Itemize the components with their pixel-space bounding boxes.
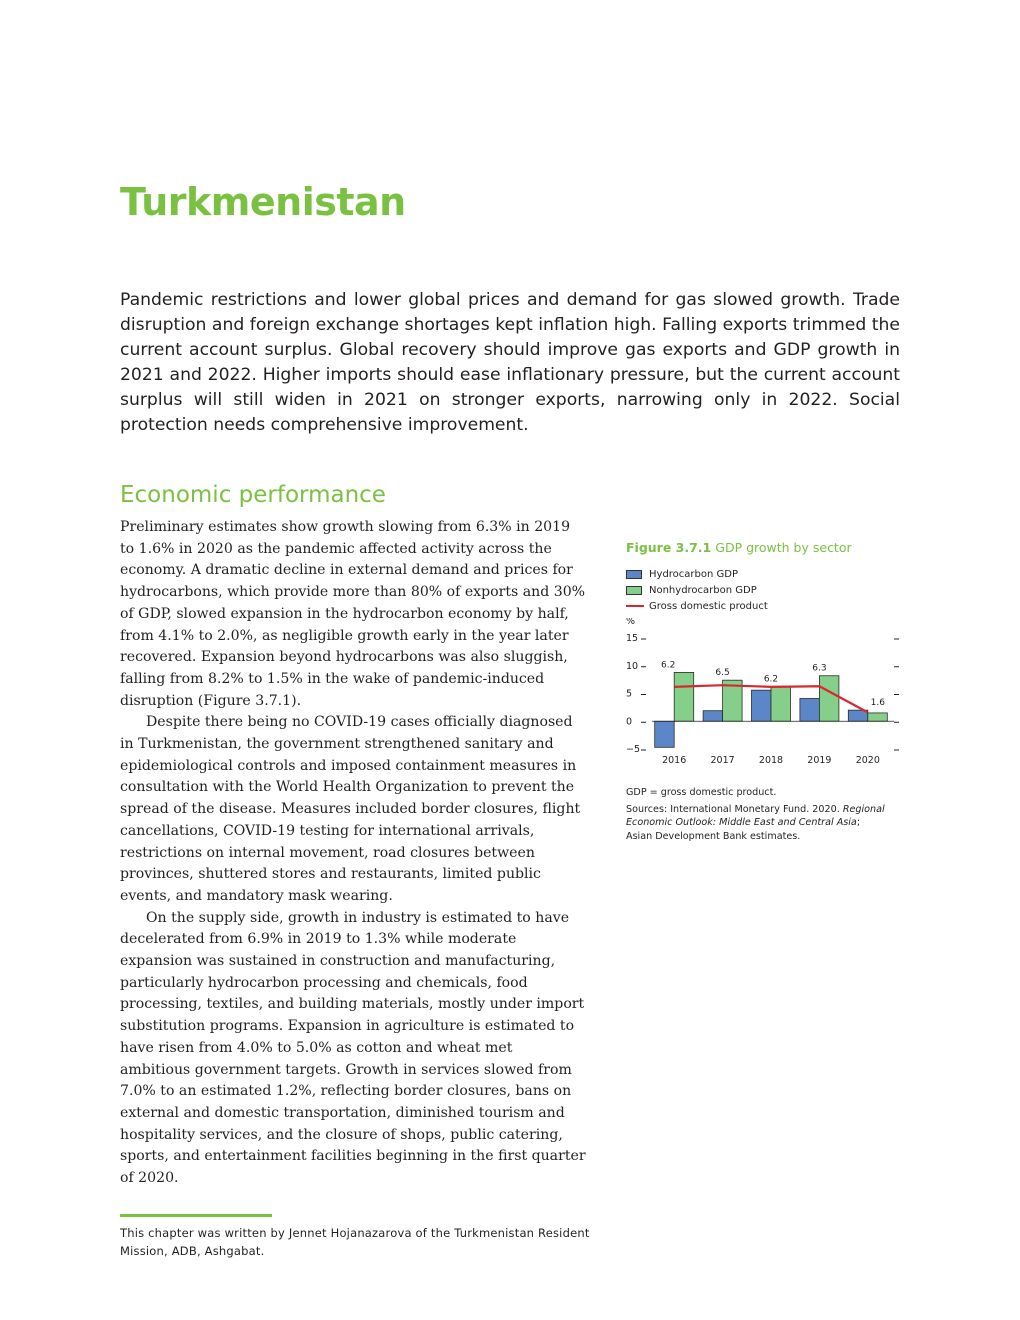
figure-note: GDP = gross domestic product. [626,787,777,798]
bar-hydrocarbon [703,711,723,722]
y-tick-label: 15 [626,633,639,644]
source-prefix: Sources: International Monetary Fund. 2020. [626,803,843,815]
legend-label-gdp: Gross domestic product [649,600,768,612]
legend-item-nonhydrocarbon [626,582,906,598]
figure-number: Figure 3.7.1 [626,540,712,555]
x-tick-label: 2019 [807,755,832,766]
legend-label-nonhydrocarbon: Nonhydrocarbon GDP [649,584,757,596]
y-axis-unit: % [626,618,636,627]
footnote-divider [120,1214,272,1217]
y-tick-label: 5 [626,688,633,700]
y-tick-label: 0 [626,716,633,728]
body-paragraph-3: On the supply side, growth in industry is estimated to have decelerated from 6.9% in 2019 to 1.3% while moderate expansion was sustained in construction and manufacturing, particularly hydrocarbon processing and chemicals, food processing, textiles, and building materials, mostly under import substitution programs. Expansion in agriculture is estimated to have risen from 4.0% to 5.0% as cotton and wheat met ambitious government targets. Growth in services slowed from 7.0% to an estimated 1.2%, reflecting border closures, bans on external and domestic transportation, diminished tourism and hospitality services, and the closure of shops, public catering, sports, and entertainment facilities beginning in the first quarter of 2020. [120,909,586,1187]
section-heading: Economic performance [120,482,386,508]
source-suffix: ; Asian Development Bank estimates. [626,817,861,842]
y-tick-label: 10 [626,660,639,672]
bar-nonhydrocarbon [771,686,791,721]
y-tick-label: −5 [626,744,641,755]
data-label: 6.2 [763,674,779,685]
body-text [120,517,586,1190]
bar-nonhydrocarbon [674,672,694,721]
data-label: 1.6 [870,698,885,709]
source-title: Regional Economic Outlook: Middle East and Central Asia [626,803,885,828]
data-label: 6.3 [812,663,827,674]
chapter-footnote: This chapter was written by Jennet Hojanazarova of the Turkmenistan Resident Mission, ADB, Ashgabat. [120,1226,590,1258]
data-label: 6.2 [661,660,676,671]
gdp-growth-chart [626,618,906,774]
x-tick-label: 2017 [710,755,735,766]
figure-caption: GDP growth by sector [715,540,852,555]
x-tick-label: 2016 [662,755,687,766]
figure-gdp-growth [626,540,906,843]
legend-swatch-gdp [626,605,644,607]
legend-swatch-nonhydrocarbon [626,586,642,595]
x-tick-label: 2020 [855,755,880,766]
chart-legend [626,566,906,614]
bar-hydrocarbon [800,698,820,721]
x-tick-label: 2018 [758,755,784,766]
figure-source [626,803,888,844]
legend-item-gdp [626,598,906,614]
bar-nonhydrocarbon [819,676,839,722]
legend-swatch-hydrocarbon [626,570,642,579]
data-label: 6.5 [715,668,730,679]
bar-nonhydrocarbon [868,713,888,721]
legend-item-hydrocarbon [626,566,906,582]
body-paragraph-1: Preliminary estimates show growth slowing from 6.3% in 2019 to 1.6% in 2020 as the pandemic affected activity across the economy. A dramatic decline in external demand and prices for hydrocarbons, which provide more than 80% of exports and 30% of GDP, slowed expansion in the hydrocarbon economy by half, from 4.1% to 2.0%, as negligible growth early in the year later recovered. Expansion beyond hydrocarbons was also sluggish, falling from 8.2% to 1.5% in the wake of pandemic-induced disruption (Figure 3.7.1). [120,519,586,709]
legend-label-hydrocarbon: Hydrocarbon GDP [649,568,738,580]
bar-hydrocarbon [752,690,772,721]
page-title: Turkmenistan [120,180,406,224]
chapter-summary: Pandemic restrictions and lower global prices and demand for gas slowed growth. Trade disruption and foreign exchange shortages kept inflation high. Falling exports trimmed the current account surplus. Global recovery should improve gas exports and GDP growth in 2021 and 2022. Higher imports should ease inflationary pressure, but the current account surplus will still widen in 2021 on stronger exports, narrowing only in 2022. Social protection needs comprehensive improvement. [120,290,900,435]
body-paragraph-2: Despite there being no COVID-19 cases officially diagnosed in Turkmenistan, the government strengthened sanitary and epidemiological controls and imposed containment measures in consultation with the World Health Organization to prevent the spread of the disease. Measures included border closures, flight cancellations, COVID-19 testing for international arrivals, restrictions on internal movement, road closures between provinces, shuttered stores and restaurants, limited public events, and mandatory mask wearing. [120,714,581,904]
figure-title [626,540,906,555]
bar-hydrocarbon [655,721,675,747]
